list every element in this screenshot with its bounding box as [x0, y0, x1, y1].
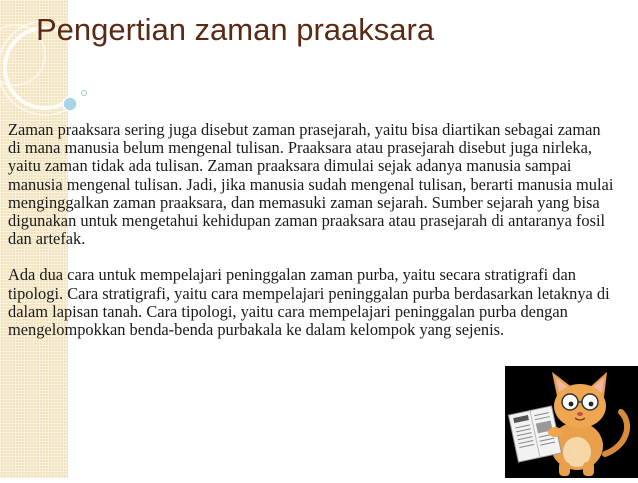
- slide-title: Pengertian zaman praaksara: [36, 12, 435, 47]
- paragraph-definition: Zaman praaksara sering juga disebut zaman prasejarah, yaitu bisa diartikan sebagai zaman di mana manusia belum mengenal tulisan. Praaksara atau prasejarah disebut juga nirleka, yaitu zaman tidak ada tulisan. Zaman praaksara dimulai sejak adanya manusia sampai manusia mengenal tulisan. Jadi, jika manusia sudah mengenal tulisan, berarti manusia mulai menginggalkan zaman praaksara, dan memasuki zaman sejarah. Sumber sejarah yang bisa digunakan untuk mengetahui kehidupan zaman praaksara atau prasejarah di antaranya fosil dan artefak.: [8, 120, 614, 249]
- cat-reading-newspaper-illustration: [505, 366, 638, 478]
- slide-body: [8, 121, 614, 339]
- paragraph-study-methods: Ada dua cara untuk mempelajari peninggalan zaman purba, yaitu secara stratigrafi dan tipologi. Cara stratigrafi, yaitu cara mempelajari peninggalan purba berdasarkan letaknya di dalam lapisan tanah. Cara tipologi, yaitu cara mempelajari peninggalan purba dengan mengelompokkan benda-benda purbakala ke dalam kelompok yang sejenis.: [8, 265, 610, 340]
